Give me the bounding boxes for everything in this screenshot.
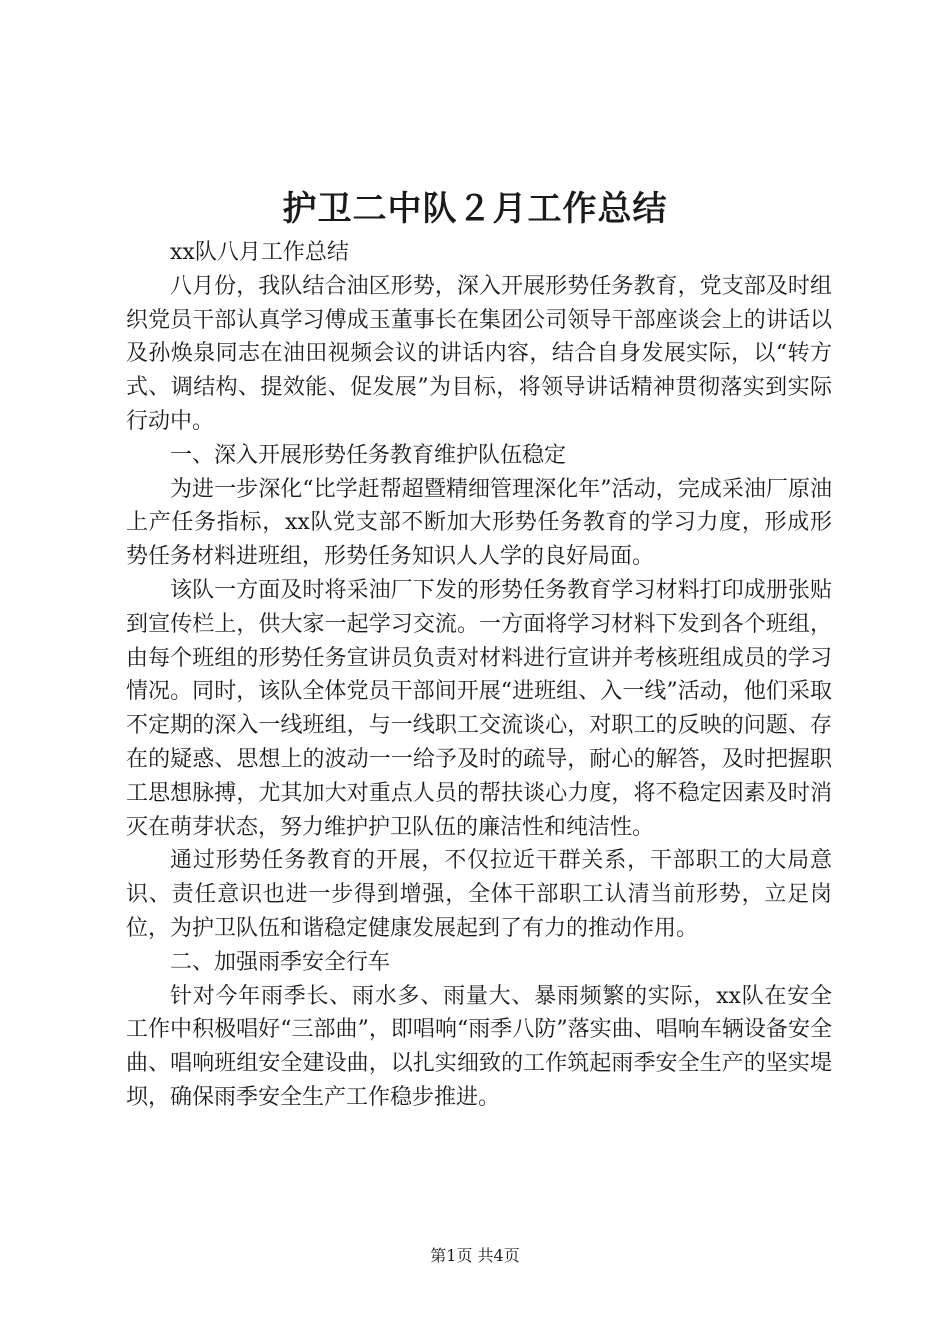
paragraph-intro: 八月份，我队结合油区形势，深入开展形势任务教育，党支部及时组织党员干部认真学习傅成玉董事长在集团公司领导干部座谈会上的讲话以及孙焕泉同志在油田视频会议的讲话内容，结合自身发展实际，以“转方式、调结构、提效能、促发展”为目标，将领导讲话精神贯彻落实到实际行动中。 — [126, 273, 832, 434]
paragraph: 通过形势任务教育的开展，不仅拉近干群关系，干部职工的大局意识、责任意识也进一步得到增强，全体干部职工认清当前形势，立足岗位，为护卫队伍和谐稳定健康发展起到了有力的推动作用。 — [126, 848, 832, 941]
paragraph-subtitle: xx队八月工作总结 — [170, 240, 349, 265]
paragraph: 针对今年雨季长、雨水多、雨量大、暴雨频繁的实际，xx队在安全工作中积极唱好“三部曲”，即唱响“雨季八防”落实曲、唱响车辆设备安全曲、唱响班组安全建设曲，以扎实细致的工作筑起雨季安全生产的坚实堤坝，确保雨季安全生产工作稳步推进。 — [126, 983, 832, 1110]
section-heading-2: 二、加强雨季安全行车 — [170, 949, 391, 975]
section-heading-1: 一、深入开展形势任务教育维护队伍稳定 — [170, 442, 567, 468]
document-body — [126, 236, 832, 1115]
paragraph: 为进一步深化“比学赶帮超暨精细管理深化年”活动，完成采油厂原油上产任务指标，xx队党支部不断加大形势任务教育的学习力度，形成形势任务材料进班组，形势任务知识人人学的良好局面。 — [126, 476, 832, 570]
document-title: 护卫二中队２月工作总结 — [282, 189, 668, 229]
paragraph: 该队一方面及时将采油厂下发的形势任务教育学习材料打印成册张贴到宣传栏上，供大家一起学习交流。一方面将学习材料下发到各个班组，由每个班组的形势任务宣讲员负责对材料进行宣讲并考核班组成员的学习情况。同时，该队全体党员干部间开展“进班组、入一线”活动，他们采取不定期的深入一线班组，与一线职工交流谈心，对职工的反映的问题、存在的疑惑、思想上的波动一一给予及时的疏导，耐心的解答，及时把握职工思想脉搏，尤其加大对重点人员的帮扶谈心力度，将不稳定因素及时消灭在萌芽状态，努力维护护卫队伍的廉洁性和纯洁性。 — [126, 577, 832, 840]
page-footer: 第1页 共4页 — [430, 1246, 520, 1265]
